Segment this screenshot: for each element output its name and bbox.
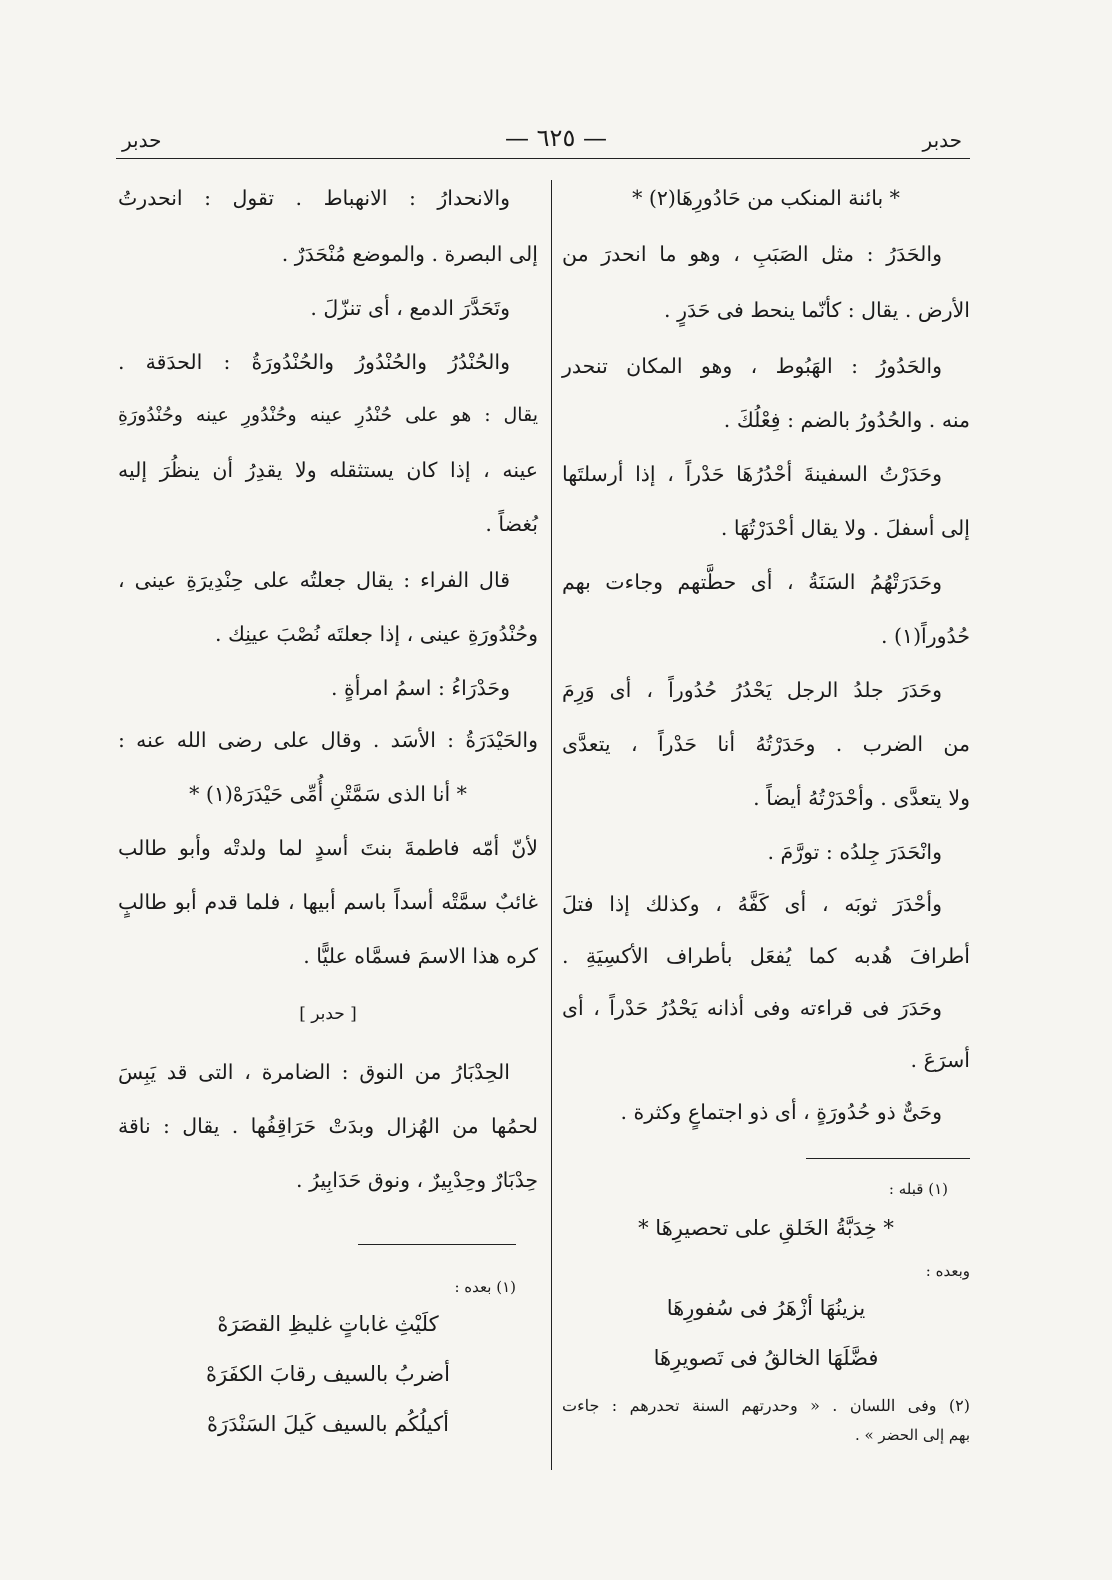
text-line: يقال : هو على حُنْدُرِ عينه وحُنْدُورِ عينه وحُنْدُورَةِ — [118, 404, 538, 426]
text-line: والانحدارُ : الانهباط . تقول : انحدرتُ — [118, 186, 510, 210]
footnote-verse: يزينُهَا أزْهَرُ فى سُفورِهَا — [666, 1296, 866, 1320]
text-line: والحُنْدُرُ والحُنْدُورُ والحُنْدُورَةُ : الحدَقة . — [118, 350, 510, 374]
text-line: والحَدُورُ : الهَبُوط ، وهو المكان تنحدر — [562, 354, 942, 378]
text-line: وانْحَدَرَ جِلدُه : تورَّمَ . — [767, 840, 942, 864]
header-rule — [116, 158, 970, 159]
text-line: لأنّ أمّه فاطمةَ بنتَ أسدٍ لما ولدتْه وأبو طالب — [118, 836, 538, 860]
text-line: وحُنْدُورَةِ عينى ، إذا جعلتَه نُصْبَ عينِك . — [214, 622, 538, 646]
text-line: الأرض . يقال : كأنّما ينحط فى حَدَرٍ . — [664, 298, 970, 322]
text-line: عينه ، إذا كان يستثقله ولا يقدِرُ أن ينظُرَ إليه — [118, 458, 538, 482]
footnote-text: بهم إلى الحضر » . — [854, 1426, 970, 1444]
text-line: لحمُها من الهُزال وبدَتْ حَرَاقِفُها . يقال : ناقة — [118, 1114, 538, 1138]
text-line: وحَدْرَاءُ : اسمُ امرأةٍ . — [331, 676, 510, 700]
footnote-verse: أكيلُكُم بالسيف كَيلَ السَنْدَرَهْ — [207, 1412, 449, 1436]
text-line: حِدْبَارٌ وحِدْبِيرٌ ، ونوق حَدَابِيرُ . — [296, 1168, 538, 1192]
verse-line: * بائنة المنكب من حَادُورِهَا(٢) * — [632, 186, 900, 210]
text-line: والحَدَرُ : مثل الصَبَبِ ، وهو ما انحدرَ من — [562, 242, 942, 266]
text-line: إلى البصرة . والموضع مُنْحَدَرٌ . — [281, 242, 538, 266]
text-line: وحَدَرَ جلدُ الرجل يَحْدُرُ حُدُوراً ، أى وَرِمَ — [562, 678, 942, 702]
text-line: وحَدَرَ فى قراءته وفى أذانه يَحْدُرُ حَدْراً ، أى — [562, 996, 942, 1020]
text-line: إلى أسفلَ . ولا يقال أحْدَرْتُهَا . — [720, 516, 970, 540]
text-line: منه . والحُدُورُ بالضم : فِعْلُكَ . — [723, 408, 970, 432]
footnote-label: (١) بعده : — [454, 1278, 516, 1296]
page-number: — ٦٢٥ — — [505, 124, 607, 152]
verse-line: * أنا الذى سَمَّتْنِ أُمِّى حَيْدَرَهْ(١) * — [189, 782, 467, 806]
text-line: حُدُوراً(١) . — [881, 624, 970, 648]
text-line: وتَحَدَّرَ الدمع ، أى تنزّلَ . — [310, 296, 510, 320]
footnote-rule — [806, 1158, 970, 1159]
text-line: ولا يتعدَّى . وأحْدَرْتُهُ أيضاً . — [753, 786, 970, 810]
footnote-verse: * خِدَبَّةُ الخَلقِ على تحصيرِهَا * — [638, 1216, 894, 1240]
header-entry-word-right: حدبر — [922, 128, 962, 152]
footnote-verse: أضربُ بالسيف رقابَ الكفَرَهْ — [206, 1362, 450, 1386]
text-line: وأحْدَرَ ثوبَه ، أى كَفَّهُ ، وكذلك إذا فتلَ — [562, 892, 942, 916]
text-line: وحَىٌّ ذو حُدُورَةٍ ، أى ذو اجتماعٍ وكثرة . — [620, 1100, 942, 1124]
footnote-verse: كلَيْثِ غاباتٍ غليظِ القصَرَهْ — [217, 1312, 439, 1336]
text-line: من الضرب . وحَدَرْتُهُ أنا حَدْراً ، يتعدَّى — [562, 732, 970, 756]
section-heading: [ حدبر ] — [299, 1004, 357, 1024]
footnote-label: (١) قبله : — [888, 1180, 948, 1198]
text-line: والحَيْدَرَةُ : الأسَد . وقال على رضى الله عنه : — [118, 728, 538, 752]
text-line: قال الفراء : يقال جعلتُه على حِنْدِيرَةِ عينى ، — [118, 568, 510, 592]
footnote-verse: فضَّلَهَا الخالقُ فى تَصويرِهَا — [653, 1346, 879, 1370]
text-line: وحَدَرْتُ السفينةَ أحْدُرُهَا حَدْراً ، إذا أرسلتَها — [562, 462, 942, 486]
column-divider — [551, 180, 552, 1470]
text-line: الحِدْبَارُ من النوق : الضامرة ، التى قد يَبِسَ — [118, 1060, 510, 1084]
text-line: غائبٌ سمَّتْه أسداً باسم أبيها ، فلما قدم أبو طالبٍ — [118, 890, 538, 914]
header-entry-word-left: حدبر — [122, 128, 162, 152]
text-line: وحَدَرَتْهُمُ السَنَةُ ، أى حطَّتهم وجاءت بهم — [562, 570, 942, 594]
text-line: أسرَعَ . — [910, 1048, 970, 1072]
text-line: كره هذا الاسمَ فسمَّاه عليًّا . — [303, 944, 538, 968]
footnote-text: (٢) وفى اللسان . « وحدرتهم السنة تحدرهم : جاءت — [562, 1396, 970, 1415]
footnote-label: وبعده : — [925, 1262, 970, 1280]
text-line: أطرافَ هُدبه كما يُفعَل بأطراف الأكسِيَةِ . — [562, 944, 970, 968]
text-line: بُغضاً . — [485, 512, 538, 536]
footnote-rule — [358, 1244, 516, 1245]
